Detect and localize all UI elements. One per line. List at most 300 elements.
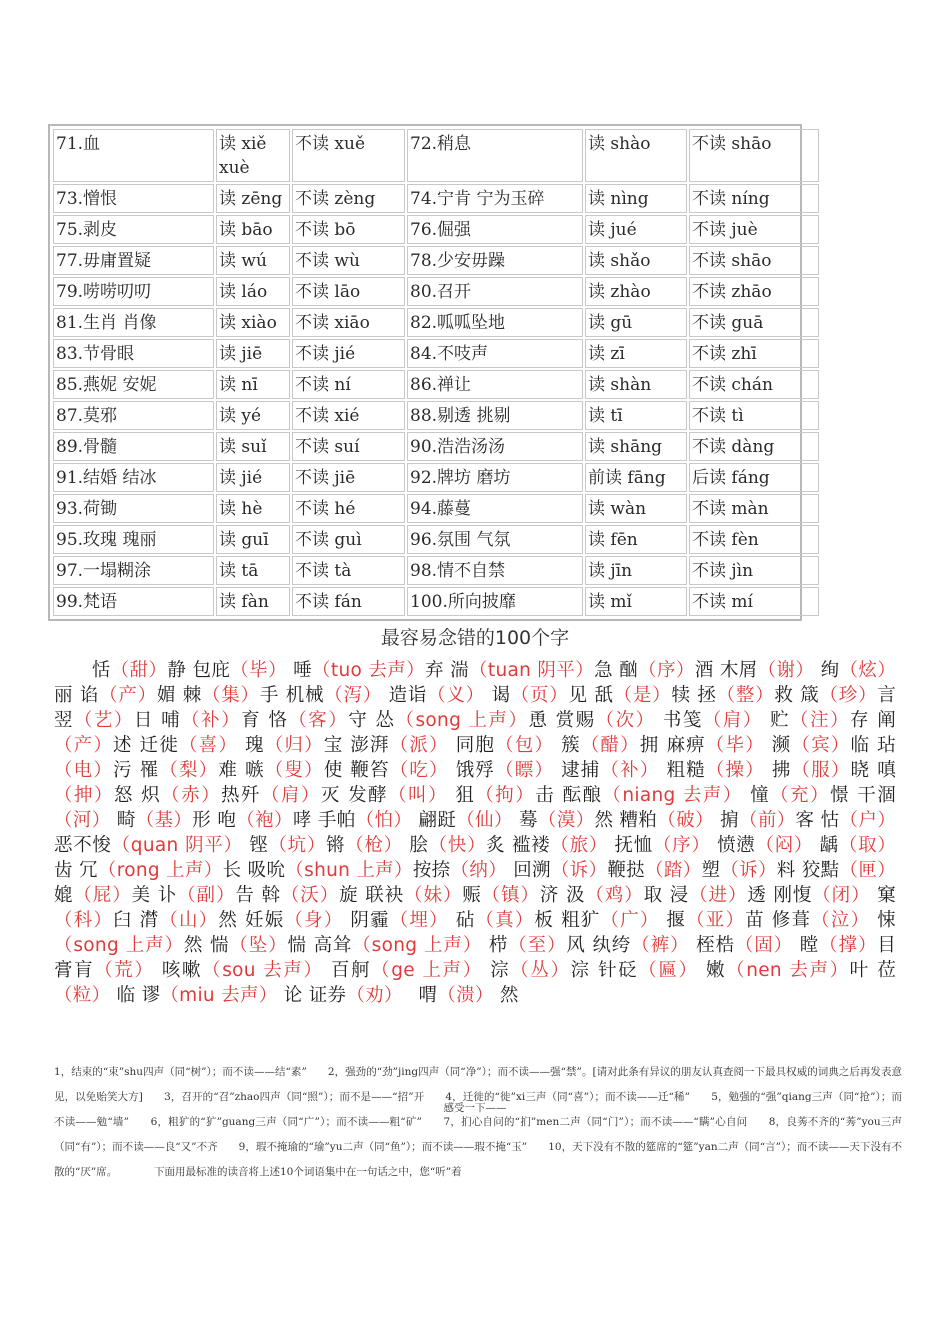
text-segment: 回溯	[506, 860, 551, 881]
table-cell: 97.一塌糊涂	[53, 556, 214, 585]
text-segment: 板 粗犷	[534, 910, 601, 931]
pronunciation-hint: （旅）	[550, 835, 608, 856]
pronunciation-hint: （tuo 去声）	[312, 660, 426, 681]
table-cell: 读 tī	[585, 401, 687, 430]
text-segment: 灭 发酵	[320, 785, 389, 806]
footnotes-end: 感受一下——	[443, 1102, 507, 1114]
table-cell: 不读 fán	[292, 587, 405, 616]
table-cell: 83.节骨眼	[53, 339, 214, 368]
table-cell: 读 mǐ	[585, 587, 687, 616]
table-cell: 不读 lāo	[292, 277, 405, 306]
table-cell: 不读 bō	[292, 215, 405, 244]
table-cell: 后读 fáng	[689, 463, 819, 492]
table-cell: 77.毋庸置疑	[53, 246, 214, 275]
text-segment: 臼 潸	[112, 910, 160, 931]
table-cell: 88.剔透 挑剔	[407, 401, 583, 430]
text-segment: 书笺	[655, 710, 703, 731]
pronunciation-hint: （进）	[689, 885, 748, 906]
text-segment: 悚	[870, 910, 896, 931]
text-segment: 然 惴	[183, 935, 230, 956]
pronunciation-hint: （镇）	[481, 885, 540, 906]
table-cell: 不读 màn	[689, 494, 819, 523]
pronunciation-hint: （身）	[284, 910, 344, 931]
pronunciation-hint: （副）	[177, 885, 236, 906]
table-cell: 72.稍息	[407, 129, 583, 182]
text-segment: 脍	[402, 835, 429, 856]
pronunciation-hint: （整）	[716, 685, 775, 706]
text-segment: 媲	[54, 885, 74, 906]
text-segment: 日 哺	[133, 710, 182, 731]
text-segment: 淙	[482, 960, 511, 981]
text-segment: 濒	[764, 735, 792, 756]
text-segment: 恬	[54, 660, 111, 681]
pronunciation-hint: （劝）	[346, 985, 394, 1006]
text-segment: 齿 冗	[54, 860, 98, 881]
pronunciation-hint: （义）	[427, 685, 485, 706]
pronunciation-hint: （rong 上声）	[97, 860, 223, 881]
table-cell: 78.少安毋躁	[407, 246, 583, 275]
text-segment: 淙 针砭	[570, 960, 639, 981]
pronunciation-hint: （毕）	[230, 660, 287, 681]
text-segment: 难 嗾	[218, 760, 265, 781]
pronunciation-hint: （quan 阴平）	[111, 835, 243, 856]
pronunciation-hint: （叟）	[264, 760, 324, 781]
text-segment: 使 鞭笞	[323, 760, 390, 781]
table-cell: 读 zēng	[216, 184, 290, 213]
text-segment: 嫩	[698, 960, 727, 981]
text-segment: 犊 拯	[671, 685, 717, 706]
text-segment: 阴霾	[343, 910, 390, 931]
table-cell: 98.情不自禁	[407, 556, 583, 585]
table-cell: 读 yé	[216, 401, 290, 430]
text-segment: 料 狡黠	[776, 860, 840, 881]
text-segment: 恿 赏赐	[528, 710, 596, 731]
pronunciation-hint: （tuan 阴平）	[469, 660, 595, 681]
table-cell: 92.牌坊 磨坊	[407, 463, 583, 492]
pronunciation-hint: （页）	[510, 685, 569, 706]
pronunciation-hint: （集）	[202, 685, 260, 706]
table-row	[53, 184, 819, 213]
pronunciation-hint: （袍）	[236, 810, 293, 831]
table-cell: 读 jié	[216, 463, 290, 492]
table-cell: 读 shǎo	[585, 246, 687, 275]
text-segment: 愤懑	[710, 835, 756, 856]
text-segment: 畸	[110, 810, 136, 831]
table-cell: 读 shàn	[585, 370, 687, 399]
pronunciation-hint: （裤）	[631, 935, 690, 956]
pronunciation-hint: （梨）	[159, 760, 219, 781]
text-segment: 论 证券	[277, 985, 347, 1006]
text-segment: 宝 澎湃	[323, 735, 390, 756]
table-cell: 87.莫邪	[53, 401, 214, 430]
text-segment: 怒 炽	[113, 785, 162, 806]
table-row	[53, 308, 819, 337]
pronunciation-hint: （诉）	[720, 860, 777, 881]
table-cell: 读 tā	[216, 556, 290, 585]
text-segment: 栉	[482, 935, 509, 956]
table-cell: 不读 zhāo	[689, 277, 819, 306]
pronunciation-hint: （怕）	[355, 810, 413, 831]
text-segment: 狙	[447, 785, 476, 806]
text-segment: 蓦	[512, 810, 538, 831]
pronunciation-hint: （醋）	[580, 735, 640, 756]
table-cell: 读 guī	[216, 525, 290, 554]
pronunciation-hint: （song 上声）	[54, 935, 184, 956]
table-cell: 读 nī	[216, 370, 290, 399]
characters-paragraph	[54, 658, 896, 1008]
pronunciation-hint: （快）	[428, 835, 487, 856]
text-segment: 静 包庇	[167, 660, 231, 681]
table-cell: 不读 juè	[689, 215, 819, 244]
text-segment: 咳嗽	[154, 960, 203, 981]
table-cell: 71.血	[53, 129, 214, 182]
pronunciation-hint: （匾）	[638, 960, 699, 981]
text-segment: 临 谬	[110, 985, 161, 1006]
table-cell: 81.生肖 肖像	[53, 308, 214, 337]
table-cell: 不读 dàng	[689, 432, 819, 461]
text-segment: 透 刚愎	[747, 885, 813, 906]
pronunciation-hint: （注）	[790, 710, 850, 731]
text-segment: 饿殍	[448, 760, 496, 781]
table-cell: 读 xiào	[216, 308, 290, 337]
text-segment: 簇	[554, 735, 581, 756]
pronunciation-hint: （喜）	[179, 735, 238, 756]
table-cell: 80.召开	[407, 277, 583, 306]
pronunciation-hint: （包）	[495, 735, 555, 756]
text-segment: 手 机械	[259, 685, 325, 706]
table-cell: 读 láo	[216, 277, 290, 306]
pronunciation-hint: （纳）	[450, 860, 507, 881]
text-segment: 按捺	[412, 860, 451, 881]
pronunciation-hint: （瞟）	[495, 760, 555, 781]
table-cell: 82.呱呱坠地	[407, 308, 583, 337]
pronunciation-hint: （序）	[652, 835, 711, 856]
text-segment: 救 箴	[774, 685, 820, 706]
text-segment: 鞭挞	[607, 860, 645, 881]
table-cell: 79.唠唠叨叨	[53, 277, 214, 306]
text-segment: 百舸	[323, 960, 372, 981]
table-cell: 不读 zèng	[292, 184, 405, 213]
table-cell: 不读 ní	[292, 370, 405, 399]
text-segment: 锵	[326, 835, 346, 856]
pronunciation-hint: （叫）	[388, 785, 448, 806]
pronunciation-hint: （闷）	[755, 835, 814, 856]
table-cell: 不读 shāo	[689, 129, 819, 182]
table-cell: 74.宁肯 宁为玉碎	[407, 184, 583, 213]
pronunciation-hint: （粒）	[54, 985, 111, 1006]
text-segment: 绚	[814, 660, 840, 681]
section-title: 最容易念错的100个字	[380, 627, 570, 649]
table-cell: 89.骨髓	[53, 432, 214, 461]
pronunciation-hint: （sou 去声）	[202, 960, 324, 981]
pronunciation-hint: （仙）	[456, 810, 513, 831]
table-cell: 不读 suí	[292, 432, 405, 461]
pronunciation-hint: （固）	[734, 935, 793, 956]
pronunciation-hint: （miu 去声）	[160, 985, 278, 1006]
text-segment: 赈	[462, 885, 482, 906]
table-row	[53, 215, 819, 244]
pronunciation-hint: （补）	[600, 760, 660, 781]
table-cell: 100.所向披靡	[407, 587, 583, 616]
pronunciation-hint: （毕）	[705, 735, 765, 756]
text-segment: 翩跹	[412, 810, 457, 831]
text-segment: 告 斡	[235, 885, 281, 906]
pronunciation-hint: （溃）	[437, 985, 494, 1006]
pronunciation-hint: （取）	[838, 835, 897, 856]
pronunciation-hint: （泣）	[811, 910, 871, 931]
table-cell: 读 fēn	[585, 525, 687, 554]
text-segment: 述 迁徙	[112, 735, 180, 756]
text-segment: 桎梏	[689, 935, 735, 956]
text-segment: 窠	[870, 885, 897, 906]
pronunciation-hint: （电）	[54, 760, 113, 781]
pronunciation-hint: （基）	[135, 810, 193, 831]
pronunciation-hint: （niang 去声）	[602, 785, 743, 806]
pronunciation-hint: （产）	[99, 685, 157, 706]
text-segment: 抚恤	[607, 835, 653, 856]
text-segment: 拥 麻痹	[639, 735, 706, 756]
table-row	[53, 494, 819, 523]
table-cell: 读 jiē	[216, 339, 290, 368]
pronunciation-hint: （肩）	[260, 785, 321, 806]
table-cell: 不读 tà	[292, 556, 405, 585]
text-segment: 然 糟粕	[594, 810, 658, 831]
pronunciation-hint: （珍）	[819, 685, 878, 706]
table-row	[53, 370, 819, 399]
text-segment: 惴 高耸	[287, 935, 353, 956]
pronunciation-hint: （闭）	[812, 885, 871, 906]
pronunciation-hint: （枪）	[345, 835, 403, 856]
text-segment: 旋 联袂	[339, 885, 405, 906]
text-segment: 取 浸	[643, 885, 690, 906]
pronunciation-hint: （踏）	[645, 860, 702, 881]
table-cell: 读 jué	[585, 215, 687, 244]
text-segment: 污 罹	[112, 760, 160, 781]
text-segment: 塑	[701, 860, 721, 881]
pronunciation-hint: （宾）	[791, 735, 851, 756]
pronunciation-hint: （诉）	[550, 860, 608, 881]
pronunciation-hint: （坠）	[229, 935, 288, 956]
pronunciation-hint: （赤）	[161, 785, 222, 806]
table-cell: 不读 hé	[292, 494, 405, 523]
pronunciation-hint: （破）	[657, 810, 714, 831]
pronunciation-hint: （丛）	[510, 960, 571, 981]
text-segment: 见 舐	[568, 685, 614, 706]
pronunciation-hint: （次）	[595, 710, 656, 731]
pronunciation-hint: （漠）	[537, 810, 595, 831]
table-cell: 读 suǐ	[216, 432, 290, 461]
pronunciation-hint: （肩）	[702, 710, 763, 731]
pronunciation-hint: （吃）	[389, 760, 449, 781]
text-segment: 铿	[242, 835, 269, 856]
table-cell: 93.荷锄	[53, 494, 214, 523]
pronunciation-hint: （坑）	[268, 835, 327, 856]
text-segment: 言 翌	[54, 685, 897, 731]
text-segment: 苗 修葺	[745, 910, 812, 931]
table-cell: 84.不吱声	[407, 339, 583, 368]
pronunciation-hint: （归）	[264, 735, 324, 756]
text-segment: 目 膏肓	[54, 935, 897, 981]
text-segment: 客 怙	[795, 810, 840, 831]
text-segment: 瞠	[792, 935, 820, 956]
table-row	[53, 339, 819, 368]
table-cell: 94.藤蔓	[407, 494, 583, 523]
pronunciation-hint: （nen 去声）	[726, 960, 850, 981]
pronunciation-hint: （荒）	[94, 960, 155, 981]
table-cell: 读 xiě xuè	[216, 129, 290, 182]
pronunciation-hint: （甜）	[110, 660, 168, 681]
text-segment: 逮捕	[554, 760, 601, 781]
text-segment: 粗糙	[659, 760, 706, 781]
text-segment: 然	[493, 985, 519, 1006]
table-cell: 读 zhào	[585, 277, 687, 306]
table-cell: 不读 shāo	[689, 246, 819, 275]
table-cell: 不读 xiāo	[292, 308, 405, 337]
table-cell: 不读 jié	[292, 339, 405, 368]
text-segment: 守 怂	[348, 710, 396, 731]
text-segment: 龋	[813, 835, 839, 856]
text-segment: 然 妊娠	[218, 910, 285, 931]
table-row	[53, 129, 819, 182]
table-cell: 不读 mí	[689, 587, 819, 616]
pronunciation-hint: （真）	[475, 910, 535, 931]
pronunciation-hint: （服）	[791, 760, 851, 781]
text-segment: 酒 木屑	[694, 660, 758, 681]
table-row	[53, 463, 819, 492]
pronunciation-hint: （河）	[54, 810, 111, 831]
table-cell: 读 shào	[585, 129, 687, 182]
table-row	[53, 556, 819, 585]
text-segment: 贮	[762, 710, 791, 731]
text-segment: 临 玷	[850, 735, 896, 756]
text-segment: 济 汲	[539, 885, 586, 906]
pronunciation-hint: （补）	[181, 710, 242, 731]
pronunciation-hint: （亚）	[686, 910, 746, 931]
table-cell: 76.倔强	[407, 215, 583, 244]
table-cell: 86.禅让	[407, 370, 583, 399]
pronunciation-hint: （撑）	[819, 935, 878, 956]
table-cell: 不读 níng	[689, 184, 819, 213]
pronunciation-hint: （song 上声）	[395, 710, 529, 731]
text-segment: 弃 湍	[425, 660, 470, 681]
pronunciation-hint: （埋）	[389, 910, 449, 931]
pronunciation-hint: （至）	[508, 935, 567, 956]
text-segment: 击 酝酿	[535, 785, 603, 806]
table-row	[53, 246, 819, 275]
table-cell: 读 fàn	[216, 587, 290, 616]
pronunciation-hint: （拘）	[475, 785, 536, 806]
text-segment: 揠	[659, 910, 687, 931]
text-segment: 哮 手帕	[292, 810, 356, 831]
table-cell: 前读 fāng	[585, 463, 687, 492]
text-segment: 热歼	[221, 785, 261, 806]
text-segment: 恶不悛	[54, 835, 112, 856]
pronunciation-hint: （谢）	[757, 660, 815, 681]
pronunciation-hint: （户）	[839, 810, 897, 831]
table-cell: 不读 fèn	[689, 525, 819, 554]
pronunciation-hint: （沃）	[280, 885, 340, 906]
table-row	[53, 401, 819, 430]
pronunciation-hint: （科）	[54, 910, 113, 931]
table-cell: 读 gū	[585, 308, 687, 337]
table-cell: 不读 zhī	[689, 339, 819, 368]
table-cell: 不读 wù	[292, 246, 405, 275]
text-segment: 唾	[286, 660, 313, 681]
table-cell: 不读 guì	[292, 525, 405, 554]
table-cell: 不读 jiē	[292, 463, 405, 492]
table-cell: 不读 guā	[689, 308, 819, 337]
table-cell: 读 bāo	[216, 215, 290, 244]
table-cell: 不读 xié	[292, 401, 405, 430]
table-row	[53, 587, 819, 616]
table-row	[53, 525, 819, 554]
pronunciation-hint: （妹）	[404, 885, 463, 906]
pronunciation-hint: （操）	[705, 760, 765, 781]
text-segment: 憬 干涸	[829, 785, 897, 806]
pronunciation-hint: （song 上声）	[352, 935, 483, 956]
pronunciation-hint: （产）	[54, 735, 113, 756]
pronunciation-hint: （广）	[600, 910, 660, 931]
pronunciation-hint: （序）	[638, 660, 695, 681]
table-cell: 不读 jìn	[689, 556, 819, 585]
pronunciation-hint: （shun 上声）	[285, 860, 413, 881]
table-cell: 不读 tì	[689, 401, 819, 430]
pronunciation-hint: （派）	[389, 735, 449, 756]
pronunciation-hint: （屁）	[73, 885, 132, 906]
text-segment: 存 阐	[849, 710, 897, 731]
text-segment: 掮	[713, 810, 739, 831]
text-segment: 育 恪	[241, 710, 289, 731]
table-cell: 读 shāng	[585, 432, 687, 461]
text-segment: 叶 莅	[849, 960, 897, 981]
text-segment: 媚 棘	[156, 685, 203, 706]
pronunciation-hint: （艺）	[73, 710, 134, 731]
pronunciation-hint: （客）	[288, 710, 349, 731]
text-segment: 晓 嗔	[850, 760, 897, 781]
text-segment: 炙 褴褛	[486, 835, 551, 856]
text-segment: 长 吸吮	[222, 860, 286, 881]
text-segment: 形 咆	[192, 810, 237, 831]
text-segment: 砧	[448, 910, 476, 931]
table-cell: 读 zī	[585, 339, 687, 368]
pronunciation-hint: （前）	[738, 810, 796, 831]
table-cell: 95.玫瑰 瑰丽	[53, 525, 214, 554]
pronunciation-table	[48, 124, 802, 621]
pronunciation-hint: （鸡）	[585, 885, 644, 906]
text-segment: 丽 谄	[54, 685, 100, 706]
table-cell: 85.燕妮 安妮	[53, 370, 214, 399]
text-segment: 同胞	[448, 735, 496, 756]
text-segment: 造诣	[381, 685, 428, 706]
table-cell: 90.浩浩汤汤	[407, 432, 583, 461]
text-segment: 急 酗	[594, 660, 639, 681]
table-cell: 读 hè	[216, 494, 290, 523]
pronunciation-hint: （山）	[159, 910, 219, 931]
pronunciation-hint: （抻）	[54, 785, 114, 806]
text-segment: 拂	[764, 760, 792, 781]
pronunciation-hint: （是）	[613, 685, 672, 706]
table-cell: 读 jīn	[585, 556, 687, 585]
table-cell: 96.氛围 气氛	[407, 525, 583, 554]
table-cell: 75.剥皮	[53, 215, 214, 244]
text-segment: 憧	[742, 785, 771, 806]
footnotes: 1，结束的“束”shu四声（同“树”）；而不读——结“素” 2，强劲的“劲”jing四声（同“净”）；而不读——强“禁”。[请对此条有异议的朋友认真查阅一下最具权威的词典之后再发表意见，以免贻笑大方] 3，召开的“召”zhao四声（同“照”）；而不是——“招”开 4，迁徙的“徙”xi三声（同“喜”）；而不读——迁“稀” 5，勉强的“强”qiang三声（同“抢”）；而不读——勉“墙” 6，粗犷的“犷”guang三声（同“广”）；而不读——粗“矿” 7，扪心自问的“扪”men二声（同“门”）；而不读——“瞒”心自问 8，良莠不齐的“莠”you三声（同“有”）；而不读——良“又”不齐 9，瑕不掩瑜的“瑜”yu二声（同“鱼”）；而不读——瑕不掩“玉” 10，天下没有不散的筵席的“筵”yan二声（同“言”）；而不读——天下没有不散的“厌”席。 下面用最标准的读音将上述10个词语集中在一句话之中，您“听”着	[54, 1066, 902, 1178]
table-cell: 读 wàn	[585, 494, 687, 523]
table-cell: 99.梵语	[53, 587, 214, 616]
pronunciation-hint: （匣）	[839, 860, 896, 881]
table-cell: 不读 chán	[689, 370, 819, 399]
table-cell: 91.结婚 结冰	[53, 463, 214, 492]
